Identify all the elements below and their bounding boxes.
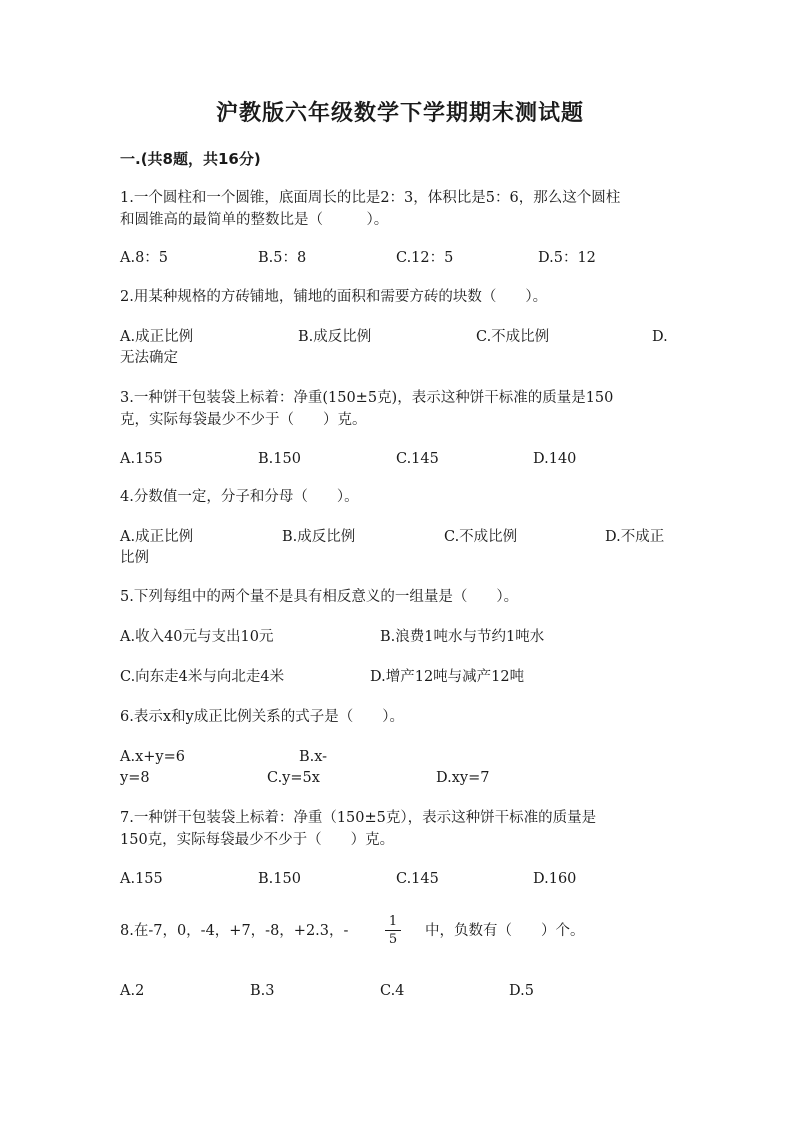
question-5-option-a[interactable]: A.收入40元与支出10元 <box>120 629 274 645</box>
question-2-option-d[interactable]: D. <box>652 329 668 345</box>
question-4-option-b[interactable]: B.成反比例 <box>282 529 356 545</box>
question-8-option-d[interactable]: D.5 <box>509 983 534 999</box>
question-6-option-c[interactable]: C.y=5x <box>267 770 320 786</box>
question-1-option-d[interactable]: D.5：12 <box>538 250 596 266</box>
question-3-option-b[interactable]: B.150 <box>258 451 301 467</box>
question-5-option-c[interactable]: C.向东走4米与向北走4米 <box>120 669 285 685</box>
question-3-line-2: 克，实际每袋最少不少于（ ）克。 <box>120 412 367 428</box>
question-3-option-d[interactable]: D.140 <box>533 451 577 467</box>
question-2-line-1: 2.用某种规格的方砖铺地，铺地的面积和需要方砖的块数（ ）。 <box>120 289 548 305</box>
question-5-option-b[interactable]: B.浪费1吨水与节约1吨水 <box>380 629 545 645</box>
question-8-text-before: 8.在-7，0，-4，+7，-8，+2.3，- <box>120 923 349 939</box>
question-8-option-c[interactable]: C.4 <box>380 983 405 999</box>
question-8-text-after: 中，负数有（ ）个。 <box>425 923 585 939</box>
question-3-line-1: 3.一种饼干包装袋上标着：净重(150±5克)，表示这种饼干标准的质量是150 <box>120 390 614 406</box>
question-7-option-a[interactable]: A.155 <box>120 871 163 887</box>
question-2-option-a[interactable]: A.成正比例 <box>120 329 194 345</box>
question-4-option-c[interactable]: C.不成比例 <box>444 529 518 545</box>
question-2-option-d-text[interactable]: 无法确定 <box>120 350 178 366</box>
question-1-line-1: 1.一个圆柱和一个圆锥，底面周长的比是2：3，体积比是5：6，那么这个圆柱 <box>120 190 621 206</box>
question-1-line-2: 和圆锥高的最简单的整数比是（ ）。 <box>120 212 389 228</box>
question-6-line-1: 6.表示x和y成正比例关系的式子是（ ）。 <box>120 709 404 725</box>
question-2-option-c[interactable]: C.不成比例 <box>476 329 550 345</box>
question-4-option-d-text[interactable]: 比例 <box>120 550 149 566</box>
fraction-bar <box>385 930 401 931</box>
question-1-option-b[interactable]: B.5：8 <box>258 250 307 266</box>
question-7-option-d[interactable]: D.160 <box>533 871 577 887</box>
question-4-option-a[interactable]: A.成正比例 <box>120 529 194 545</box>
question-7-line-2: 150克，实际每袋最少不少于（ ）克。 <box>120 832 395 848</box>
question-6-option-b[interactable]: B.x- <box>299 749 328 765</box>
question-2-option-b[interactable]: B.成反比例 <box>298 329 372 345</box>
question-7-option-b[interactable]: B.150 <box>258 871 301 887</box>
page-title: 沪教版六年级数学下学期期末测试题 <box>215 101 584 126</box>
question-6-option-d[interactable]: D.xy=7 <box>436 770 490 786</box>
fraction-denominator: 5 <box>388 932 398 947</box>
question-6-option-b-text[interactable]: y=8 <box>120 770 150 786</box>
question-8-fraction <box>385 914 401 947</box>
question-3-option-a[interactable]: A.155 <box>120 451 163 467</box>
question-4-line-1: 4.分数值一定，分子和分母（ ）。 <box>120 489 359 505</box>
fraction-numerator: 1 <box>388 914 398 929</box>
question-5-option-d[interactable]: D.增产12吨与减产12吨 <box>370 669 525 685</box>
question-4-option-d[interactable]: D.不成正 <box>605 529 665 545</box>
question-7-line-1: 7.一种饼干包装袋上标着：净重（150±5克），表示这种饼干标准的质量是 <box>120 810 597 826</box>
question-3-option-c[interactable]: C.145 <box>396 451 439 467</box>
section-heading: 一.(共8题，共16分) <box>120 150 261 168</box>
question-7-option-c[interactable]: C.145 <box>396 871 439 887</box>
question-1-option-c[interactable]: C.12：5 <box>396 250 454 266</box>
question-6-option-a[interactable]: A.x+y=6 <box>120 749 185 765</box>
question-5-line-1: 5.下列每组中的两个量不是具有相反意义的一组量是（ ）。 <box>120 589 519 605</box>
question-8-option-a[interactable]: A.2 <box>120 983 145 999</box>
question-8-option-b[interactable]: B.3 <box>250 983 275 999</box>
question-1-option-a[interactable]: A.8：5 <box>120 250 169 266</box>
